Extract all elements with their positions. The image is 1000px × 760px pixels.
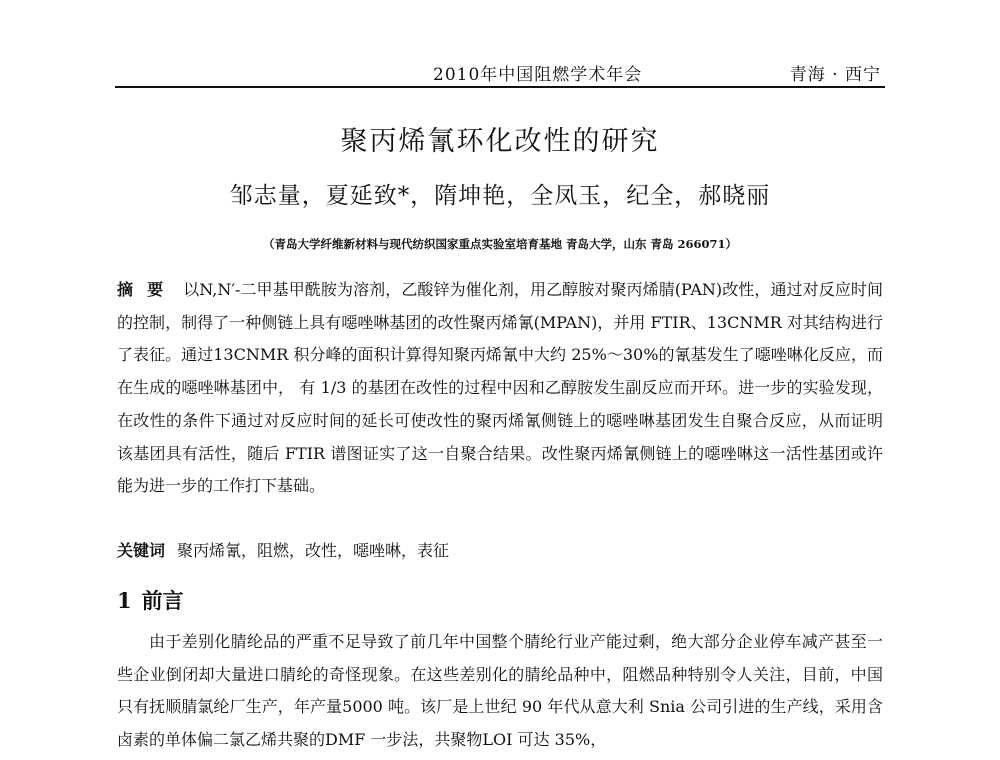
abstract-text: 以N,N′-二甲基甲酰胺为溶剂，乙酸锌为催化剂，用乙醇胺对聚丙烯腈(PAN)改性，通过对反应时间的控制，制得了一种侧链上具有噁唑啉基团的改性聚丙烯氰(MPAN)，并用 FTIR、13CNMR 对其结构进行了表征。通过13CNMR 积分峰的面积计算得知聚丙烯氰中大约 25%～30%的氰基发生了噁唑啉化反应，而在生成的噁唑啉基团中， 有 1/3 的基团在改性的过程中因和乙醇胺发生副反应而开环。进一步的实验发现，在改性的条件下通过对反应时间的延长可使改性的聚丙烯氰侧链上的噁唑啉基团发生自聚合反应，从而证明该基团具有活性，随后 FTIR 谱图证实了这一自聚合结果。改性聚丙烯氰侧链上的噁唑啉这一活性基团或许能为进一步的工作打下基础。 xyxy=(117,280,883,496)
abstract-label: 摘要 xyxy=(117,280,178,299)
paper-title: 聚丙烯氰环化改性的研究 xyxy=(340,126,660,157)
conference-name: 2010年中国阻燃学术年会 xyxy=(433,65,643,85)
affiliation: （青岛大学纤维新材料与现代纺织国家重点实验室培育基地 青岛大学，山东 青岛 266071） xyxy=(262,237,738,251)
section-title: 前言 xyxy=(141,588,184,613)
keywords-text: 聚丙烯氰，阻燃，改性，噁唑啉，表征 xyxy=(177,541,450,560)
conference-location: 青海 · 西宁 xyxy=(789,65,881,85)
section-heading xyxy=(117,585,184,615)
keywords xyxy=(117,538,883,564)
keywords-label: 关键词 xyxy=(117,541,166,560)
author-list: 邹志量，夏延致*，隋坤艳，全凤玉，纪全，郝晓丽 xyxy=(229,183,771,209)
intro-paragraph: 由于差别化腈纶品的严重不足导致了前几年中国整个腈纶行业产能过剩，绝大部分企业停车减产甚至一些企业倒闭却大量进口腈纶的奇怪现象。在这些差别化的腈纶品种中，阻燃品种特别令人关注，目前，中国只有抚顺腈氯纶厂生产，年产量5000 吨。该厂是上世纪 90 年代从意大利 Snia 公司引进的生产线，采用含卤素的单体偏二氯乙烯共聚的DMF 一步法，共聚物LOI 可达 35%， xyxy=(117,632,883,750)
abstract xyxy=(117,274,883,503)
section-number: 1 xyxy=(117,588,132,613)
running-header xyxy=(115,58,885,88)
